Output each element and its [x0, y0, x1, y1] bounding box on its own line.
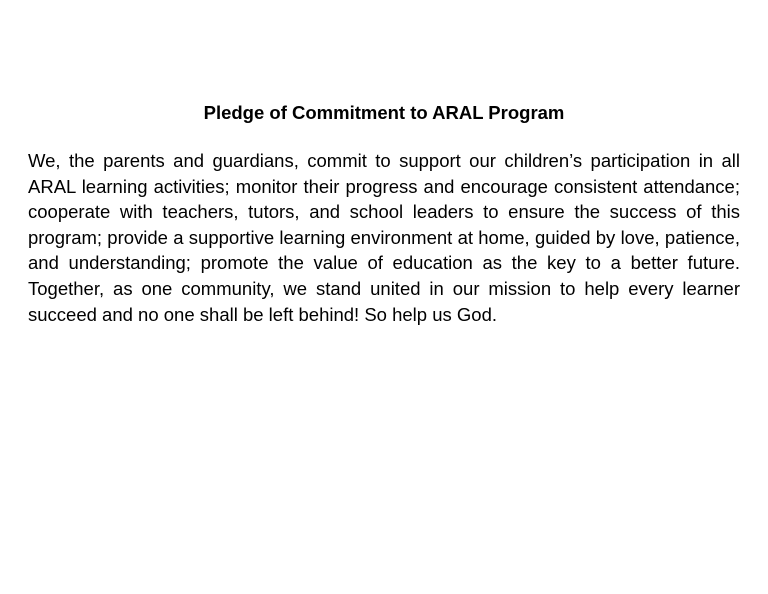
- pledge-title: Pledge of Commitment to ARAL Program: [203, 102, 565, 123]
- pledge-body: We, the parents and guardians, commit to support our children’s participation in all ARAL learning activities; monitor their progress and encourage consistent attendance; cooperate with teachers, tutors, and school leaders to ensure the success of this program; provide a supportive learning environment at home, guided by love, patience, and understanding; promote the value of education as the key to a better future. Together, as one community, we stand united in our mission to help every learner succeed and no one shall be left behind! So help us God.: [28, 150, 740, 325]
